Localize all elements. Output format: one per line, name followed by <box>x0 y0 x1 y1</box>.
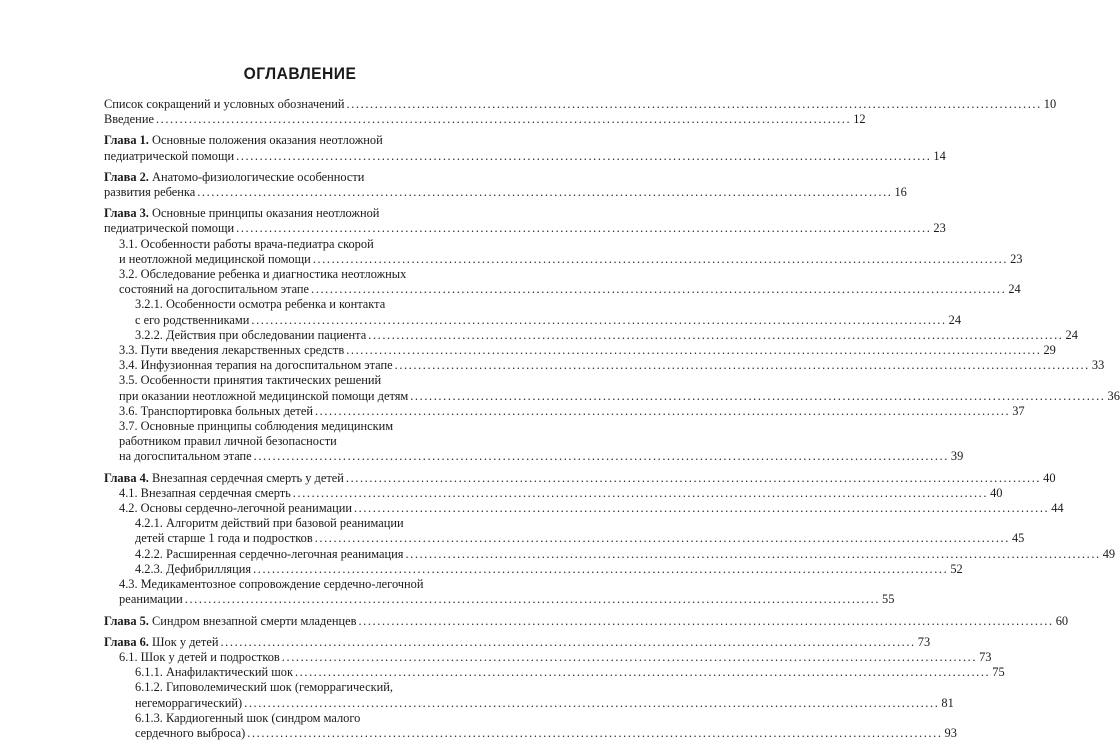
toc-entry-line <box>135 531 1025 546</box>
toc-entry-line <box>135 546 1116 562</box>
toc-entry-text <box>135 562 251 577</box>
toc-entry-title: 3.5. Особенности принятия тактических решений <box>119 373 382 388</box>
toc-entry-line <box>104 133 483 148</box>
toc-entry-text <box>119 237 374 251</box>
toc-entry-line <box>104 470 1056 486</box>
toc-entry-title: 4.1. Внезапная сердечная смерть <box>119 485 291 500</box>
toc-entry-text <box>135 328 366 343</box>
dot-leader: .................................................................................................................................................... <box>251 312 947 327</box>
page-number: 29 <box>1043 343 1056 358</box>
toc-entry-line <box>135 711 483 726</box>
page-number: 23 <box>933 221 946 236</box>
toc-entry <box>104 680 954 710</box>
toc-entry-title: негеморрагический) <box>135 695 243 710</box>
toc-entry-text <box>119 434 337 448</box>
toc-entry-line <box>104 613 1069 629</box>
page-number: 24 <box>948 312 962 327</box>
toc-entry-text <box>119 577 424 591</box>
dot-leader: .................................................................................................................................................... <box>236 148 932 163</box>
toc-entry-line <box>119 577 483 592</box>
dot-leader: .................................................................................................................................................... <box>346 97 1042 111</box>
toc-entry-text <box>119 419 393 433</box>
toc-entry-text <box>135 516 404 530</box>
dot-leader: .................................................................................................................................................... <box>314 531 1010 546</box>
toc-entry <box>104 343 1056 358</box>
page-number: 33 <box>1091 358 1105 373</box>
toc-entry-line <box>135 327 1078 343</box>
toc-entry-line <box>119 501 1064 516</box>
toc-entry-title: Список сокращений и условных обозначений <box>104 97 345 111</box>
page-number: 49 <box>1102 546 1116 561</box>
page-number: 36 <box>1107 388 1120 403</box>
page-number: 55 <box>882 592 895 607</box>
dot-leader: .................................................................................................................................................... <box>155 112 852 127</box>
toc-entry-title: 3.2.1. Особенности осмотра ребенка и контакта <box>135 297 386 312</box>
chapter-label: Глава 6. <box>104 634 149 649</box>
toc-entry <box>104 665 1005 680</box>
dot-leader: .................................................................................................................................................... <box>292 485 989 500</box>
toc-entry-line <box>119 592 895 607</box>
toc-entry <box>104 236 1023 267</box>
toc-entry <box>104 501 1064 516</box>
toc-entry-line <box>119 388 1120 404</box>
page-number: 12 <box>853 112 866 127</box>
toc-entry-text <box>119 389 408 404</box>
toc-entry-title: 6.1.3. Кардиогенный шок (синдром малого <box>135 710 361 725</box>
toc-entry-text <box>104 97 345 112</box>
toc-chapter-entry <box>104 206 946 236</box>
toc-entry-title: 3.3. Пути введения лекарственных средств <box>119 343 345 358</box>
toc-entry-line <box>104 170 483 185</box>
toc-chapter-entry <box>104 470 1056 486</box>
table-of-contents <box>104 97 1120 741</box>
toc-entry-text <box>104 133 383 147</box>
toc-entry <box>104 419 964 465</box>
toc-chapter-entry <box>104 634 931 650</box>
page-number: 24 <box>1065 327 1078 342</box>
toc-entry-line <box>135 695 954 711</box>
toc-entry-text <box>119 343 344 358</box>
toc-entry-line <box>119 343 1056 358</box>
page-number: 40 <box>1043 470 1056 485</box>
toc-entry-title: педиатрической помощи <box>104 221 235 236</box>
toc-entry-title: состояний на догоспитальном этапе <box>119 282 310 297</box>
toc-entry-title: Анатомо-физиологические особенности <box>148 169 365 184</box>
dot-leader: .................................................................................................................................................... <box>220 634 916 649</box>
toc-entry-text <box>104 614 356 629</box>
page-number: 16 <box>894 185 907 200</box>
page-number: 23 <box>1010 251 1023 266</box>
toc-entry-title: 3.4. Инфузионная терапия на догоспитальном этапе <box>119 358 393 373</box>
toc-entry-text <box>135 711 360 725</box>
toc-chapter-entry <box>104 613 1069 629</box>
toc-entry-title: реанимации <box>119 592 183 607</box>
toc-entry-line <box>119 449 964 464</box>
toc-entry-line <box>135 680 483 695</box>
toc-entry-line <box>104 206 483 221</box>
page-number: 75 <box>992 665 1005 680</box>
toc-entry-text <box>104 112 154 127</box>
toc-entry-title: 4.2.3. Дефибрилляция <box>135 561 252 576</box>
dot-leader: .................................................................................................................................................... <box>244 695 940 710</box>
toc-entry-title: 3.6. Транспортировка больных детей <box>119 403 313 418</box>
page-number: 40 <box>990 485 1003 500</box>
toc-entry-title: на догоспитальном этапе <box>119 449 252 464</box>
toc-entry-line <box>104 185 907 200</box>
toc-entry-line <box>119 649 992 665</box>
toc-entry <box>104 710 957 741</box>
toc-entry <box>104 516 1025 546</box>
toc-entry-text <box>119 650 280 665</box>
toc-entry-text <box>135 726 245 741</box>
toc-entry-text <box>104 206 379 220</box>
toc-entry-title: 4.2.1. Алгоритм действий при базовой реанимации <box>135 516 404 531</box>
toc-entry-line <box>119 373 483 388</box>
toc-entry <box>104 327 1078 343</box>
dot-leader: .................................................................................................................................................... <box>345 470 1042 485</box>
toc-entry <box>104 373 1120 403</box>
dot-leader: .................................................................................................................................................... <box>253 561 949 576</box>
page-number: 73 <box>917 634 931 649</box>
dot-leader: .................................................................................................................................................... <box>281 649 978 664</box>
toc-entry-text <box>119 449 252 464</box>
toc-entry-text <box>135 665 293 680</box>
toc-entry-text <box>135 313 249 328</box>
page-number: 37 <box>1012 403 1025 418</box>
page-number: 81 <box>941 695 954 710</box>
toc-entry-line <box>104 221 946 236</box>
page-number: 39 <box>950 449 964 464</box>
toc-entry-title: Шок у детей <box>148 634 219 649</box>
dot-leader: .................................................................................................................................................... <box>236 221 932 236</box>
toc-entry-text <box>104 221 234 236</box>
toc-entry-line <box>119 282 1021 297</box>
dot-leader: .................................................................................................................................................... <box>247 725 943 740</box>
toc-entry-line <box>135 561 963 577</box>
toc-entry-line <box>119 403 1025 419</box>
toc-entry <box>104 267 1021 297</box>
toc-entry-text <box>119 501 352 516</box>
toc-entry-title: 3.2. Обследование ребенка и диагностика неотложных <box>119 267 407 282</box>
toc-entry <box>104 485 1003 501</box>
toc-entry-text <box>135 297 385 311</box>
toc-entry <box>104 297 962 327</box>
page-number: 93 <box>944 725 957 740</box>
dot-leader: .................................................................................................................................................... <box>358 613 1054 628</box>
toc-chapter-entry <box>104 169 907 200</box>
page-number: 73 <box>979 649 992 664</box>
dot-leader: .................................................................................................................................................... <box>368 327 1064 342</box>
toc-entry-text <box>119 486 291 501</box>
dot-leader: .................................................................................................................................................... <box>410 388 1106 403</box>
toc-entry-title: 6.1.1. Анафилактический шок <box>135 665 293 680</box>
toc-entry <box>104 546 1116 562</box>
dot-leader: .................................................................................................................................................... <box>346 343 1042 358</box>
dot-leader: .................................................................................................................................................... <box>314 403 1011 418</box>
toc-entry-line <box>119 251 1023 267</box>
toc-entry-title: 6.1.2. Гиповолемический шок (геморрагический, <box>135 680 393 695</box>
toc-entry-title: работником правил личной безопасности <box>119 434 337 449</box>
toc-entry-title: и неотложной медицинской помощи <box>119 251 311 266</box>
dot-leader: .................................................................................................................................................... <box>184 592 881 607</box>
toc-entry-text <box>119 404 313 419</box>
toc-entry-title: Синдром внезапной смерти младенцев <box>148 613 357 628</box>
toc-chapter-entry <box>104 133 946 163</box>
dot-leader: .................................................................................................................................................... <box>294 665 991 680</box>
toc-entry-line <box>119 434 483 449</box>
toc-entry-text <box>119 358 393 373</box>
toc-entry-title: Введение <box>104 112 154 127</box>
toc-entry-line <box>104 97 1057 112</box>
toc-entry <box>104 403 1025 419</box>
toc-entry-line <box>119 419 483 434</box>
page-number: 10 <box>1043 97 1057 111</box>
page-number: 45 <box>1011 531 1025 546</box>
chapter-label: Глава 5. <box>104 613 149 628</box>
toc-entry-text <box>104 471 344 486</box>
dot-leader: .................................................................................................................................................... <box>311 282 1007 297</box>
chapter-label: Глава 2. <box>104 169 149 184</box>
toc-entry-line <box>119 358 1105 373</box>
toc-entry-title: сердечного выброса) <box>135 725 246 740</box>
toc-entry-text <box>135 696 242 711</box>
toc-entry-title: 4.2. Основы сердечно-легочной реанимации <box>119 501 352 516</box>
toc-entry <box>104 97 1057 112</box>
page-number: 44 <box>1051 501 1064 516</box>
toc-entry-title: 3.1. Особенности работы врача-педиатра скорой <box>119 236 374 251</box>
dot-leader: .................................................................................................................................................... <box>253 449 949 464</box>
toc-entry <box>104 358 1105 373</box>
toc-entry-text <box>135 680 393 694</box>
toc-entry-line <box>135 297 483 312</box>
dot-leader: .................................................................................................................................................... <box>353 501 1050 516</box>
toc-entry-title: 3.7. Основные принципы соблюдения медицинским <box>119 419 394 434</box>
toc-entry-line <box>104 148 946 164</box>
toc-entry-text <box>135 531 313 546</box>
toc-entry-title: 6.1. Шок у детей и подростков <box>119 649 280 664</box>
toc-entry-title: педиатрической помощи <box>104 148 235 163</box>
chapter-label: Глава 4. <box>104 470 149 485</box>
page-number: 14 <box>933 148 946 163</box>
dot-leader: .................................................................................................................................................... <box>394 358 1090 373</box>
toc-entry-line <box>135 665 1005 680</box>
toc-entry-title: Основные положения оказания неотложной <box>148 133 383 148</box>
toc-entry-title: 4.3. Медикаментозное сопровождение сердечно-легочной <box>119 577 424 592</box>
toc-entry-line <box>119 267 483 282</box>
toc-entry <box>104 561 963 577</box>
toc-entry-text <box>104 149 234 164</box>
toc-entry-text <box>119 282 309 297</box>
toc-entry-title: развития ребенка <box>104 185 196 200</box>
page-title: ОГЛАВЛЕНИЕ <box>243 64 357 83</box>
toc-entry-text <box>104 185 195 200</box>
chapter-label: Глава 1. <box>104 133 149 148</box>
toc-entry-title: 4.2.2. Расширенная сердечно-легочная реанимация <box>135 546 404 561</box>
toc-entry <box>104 649 992 665</box>
toc-entry-title: Основные принципы оказания неотложной <box>148 206 380 221</box>
toc-entry-text <box>119 252 311 267</box>
toc-entry-line <box>135 312 962 328</box>
toc-entry-title: детей старше 1 года и подростков <box>135 531 313 546</box>
dot-leader: .................................................................................................................................................... <box>197 185 893 200</box>
toc-entry-title: с его родственниками <box>135 312 250 327</box>
toc-entry-line <box>135 516 483 531</box>
toc-entry-text <box>119 267 406 281</box>
chapter-label: Глава 3. <box>104 206 149 221</box>
dot-leader: .................................................................................................................................................... <box>312 251 1009 266</box>
toc-entry-line <box>119 237 483 252</box>
toc-entry-line <box>104 634 931 650</box>
toc-entry-text <box>135 547 403 562</box>
toc-entry-title: 3.2.2. Действия при обследовании пациента <box>135 327 367 342</box>
toc-entry-text <box>119 592 183 607</box>
toc-entry-text <box>104 170 364 184</box>
toc-entry <box>104 112 866 127</box>
toc-entry-line <box>135 725 957 741</box>
toc-entry-title: при оказании неотложной медицинской помощи детям <box>119 388 409 403</box>
page-number: 52 <box>950 561 963 576</box>
toc-entry-text <box>104 635 218 650</box>
dot-leader: .................................................................................................................................................... <box>405 546 1101 561</box>
toc-entry-text <box>119 373 381 387</box>
toc-entry <box>104 577 895 607</box>
toc-entry-line <box>119 485 1003 501</box>
toc-entry-line <box>104 112 866 127</box>
toc-entry-title: Внезапная сердечная смерть у детей <box>148 470 344 485</box>
page-number: 60 <box>1055 613 1069 628</box>
page-number: 24 <box>1008 282 1021 297</box>
